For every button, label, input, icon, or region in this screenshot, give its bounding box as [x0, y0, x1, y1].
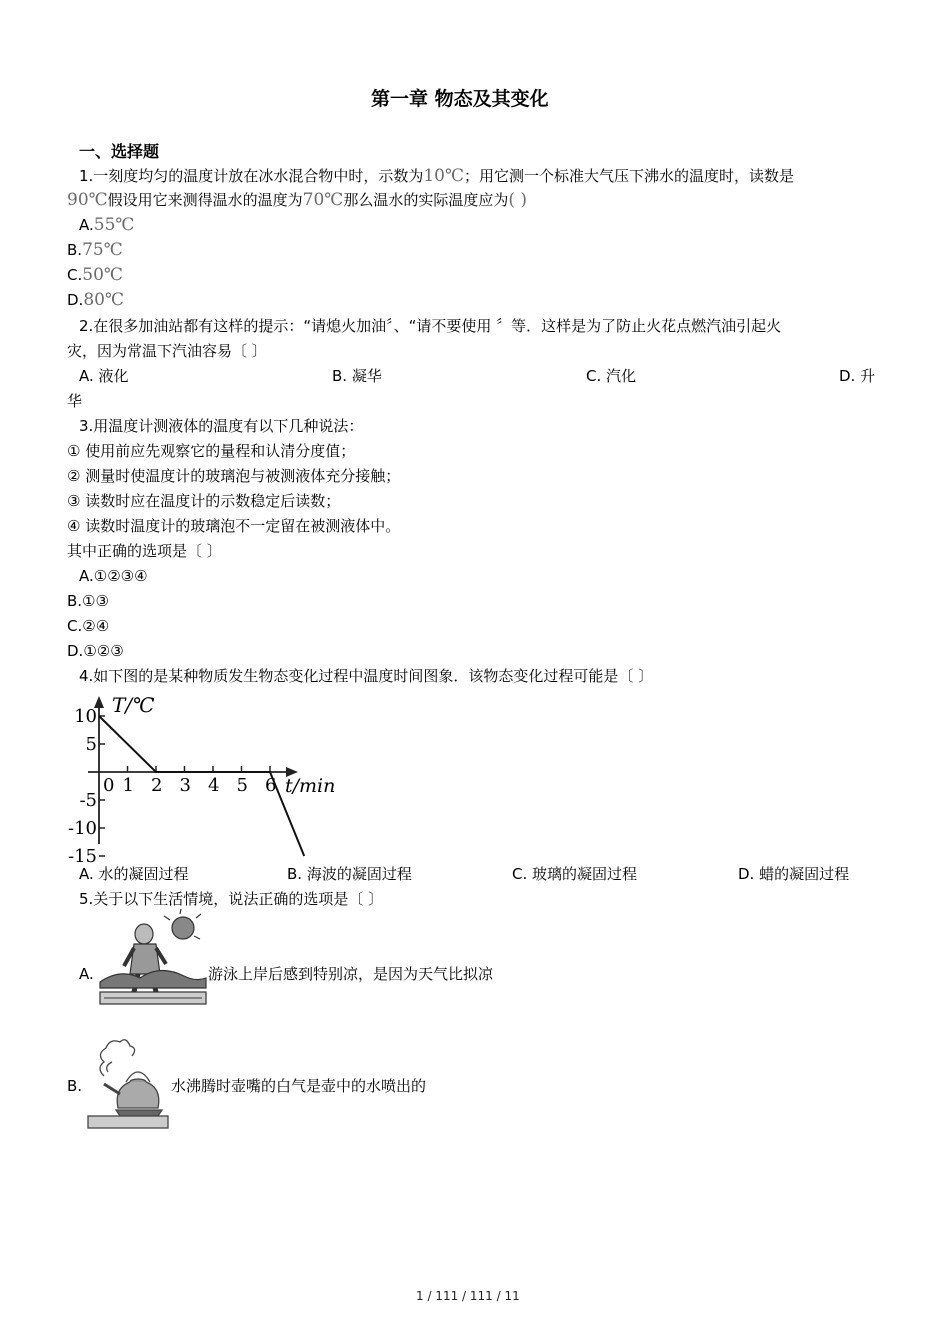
page-footer: 1 / 111 / 111 / 11 [416, 1289, 520, 1303]
q2-stem-line2: 灾，因为常温下汽油容易〔 〕 [67, 342, 267, 360]
y-tick-label: -10 [68, 818, 97, 839]
q3-stem: 3.用温度计测液体的温度有以下几种说法： [79, 417, 364, 435]
x-axis-label: t/min [285, 775, 336, 797]
q3-prompt: 其中正确的选项是〔 〕 [67, 542, 222, 560]
q3-statement-1: ① 使用前应先观察它的量程和认清分度值； [67, 442, 356, 460]
kettle-icon [117, 1082, 159, 1108]
y-tick-label: -15 [68, 846, 97, 867]
q2-option-d-wrap: 华 [67, 392, 83, 410]
swimmer-illustration [100, 912, 206, 1008]
q1-stem-line1 [79, 166, 794, 186]
q2-option-b: B. 凝华 [332, 367, 382, 385]
q3-statement-3: ③ 读数时应在温度计的示数稳定后读数； [67, 492, 341, 510]
q1-value: 10℃ [423, 166, 464, 186]
q1-option-b: B.75℃ [67, 240, 123, 260]
q4-option-c: C. 玻璃的凝固过程 [512, 865, 638, 883]
q1-value: 70℃ [302, 190, 344, 210]
q4-option-d: D. 蜡的凝固过程 [738, 865, 850, 883]
x-tick-label: 6 [265, 775, 277, 796]
q1-option-a: A.55℃ [79, 215, 135, 235]
x-ticks [103, 766, 276, 796]
y-tick-label: 10 [74, 706, 97, 727]
sun-icon [172, 917, 194, 939]
q4-option-b: B. 海波的凝固过程 [287, 865, 412, 883]
q2-stem-line1: 2.在很多加油站都有这样的提示：“请熄火加油〞、“请不要使用 〞等．这样是为了防止火花点燃汽油引起火 [79, 317, 782, 335]
kettle-illustration [86, 1032, 170, 1128]
q1-text: 假设用它来测得温水的温度为 [107, 191, 303, 209]
steam-icon [100, 1040, 135, 1076]
q1-stem-line2 [67, 190, 527, 210]
q2-option-c: C. 汽化 [586, 367, 637, 385]
y-tick-label: 5 [85, 734, 97, 755]
q2-option-d: D. 升 [839, 367, 876, 385]
y-axis-label: T/℃ [112, 693, 155, 717]
q5-stem: 5.关于以下生活情境，说法正确的选项是〔 〕 [79, 890, 384, 908]
q1-option-c: C.50℃ [67, 265, 123, 285]
x-tick-label: 4 [208, 775, 220, 796]
q3-option-c: C.②④ [67, 617, 110, 635]
x-tick-label: 0 [103, 775, 115, 796]
q2-option-a: A. 液化 [79, 367, 129, 385]
q1-text: 1.一刻度均匀的温度计放在冰水混合物中时，示数为 [79, 167, 424, 185]
q3-option-a: A.①②③④ [79, 567, 148, 585]
q5-option-a-key: A. [79, 965, 94, 983]
q1-value: 90℃ [67, 190, 108, 210]
q1-option-d: D.80℃ [67, 290, 124, 310]
x-tick-label: 2 [151, 775, 163, 796]
q4-option-a: A. 水的凝固过程 [79, 865, 189, 883]
y-tick-label: -5 [79, 790, 97, 811]
temperature-time-graph [66, 688, 341, 867]
x-tick-label: 5 [236, 775, 248, 796]
page-title: 第一章 物态及其变化 [371, 88, 549, 110]
q5-option-b-text: 水沸腾时壶嘴的白气是壶中的水喷出的 [171, 1077, 427, 1095]
q3-statement-4: ④ 读数时温度计的玻璃泡不一定留在被测液体中。 [67, 517, 401, 535]
q5-option-a-text: 游泳上岸后感到特别凉，是因为天气比拟凉 [208, 965, 494, 983]
section-heading: 一、选择题 [79, 142, 160, 161]
x-tick-label: 1 [122, 775, 134, 796]
q3-option-b: B.①③ [67, 592, 109, 610]
person-head [135, 924, 153, 944]
q5-option-b-key: B. [67, 1077, 83, 1095]
q3-statement-2: ② 测量时使温度计的玻璃泡与被测液体充分接触； [67, 467, 401, 485]
answer-bracket: ( ) [508, 190, 528, 210]
q4-stem: 4.如下图的是某种物质发生物态变化过程中温度时间图象．该物态变化过程可能是〔 〕 [79, 667, 654, 685]
q1-text: ；用它测一个标准大气压下沸水的温度时，读数是 [463, 167, 794, 185]
x-tick-label: 3 [179, 775, 191, 796]
q1-text: 那么温水的实际温度应为 [343, 191, 509, 209]
q3-option-d: D.①②③ [67, 642, 124, 660]
